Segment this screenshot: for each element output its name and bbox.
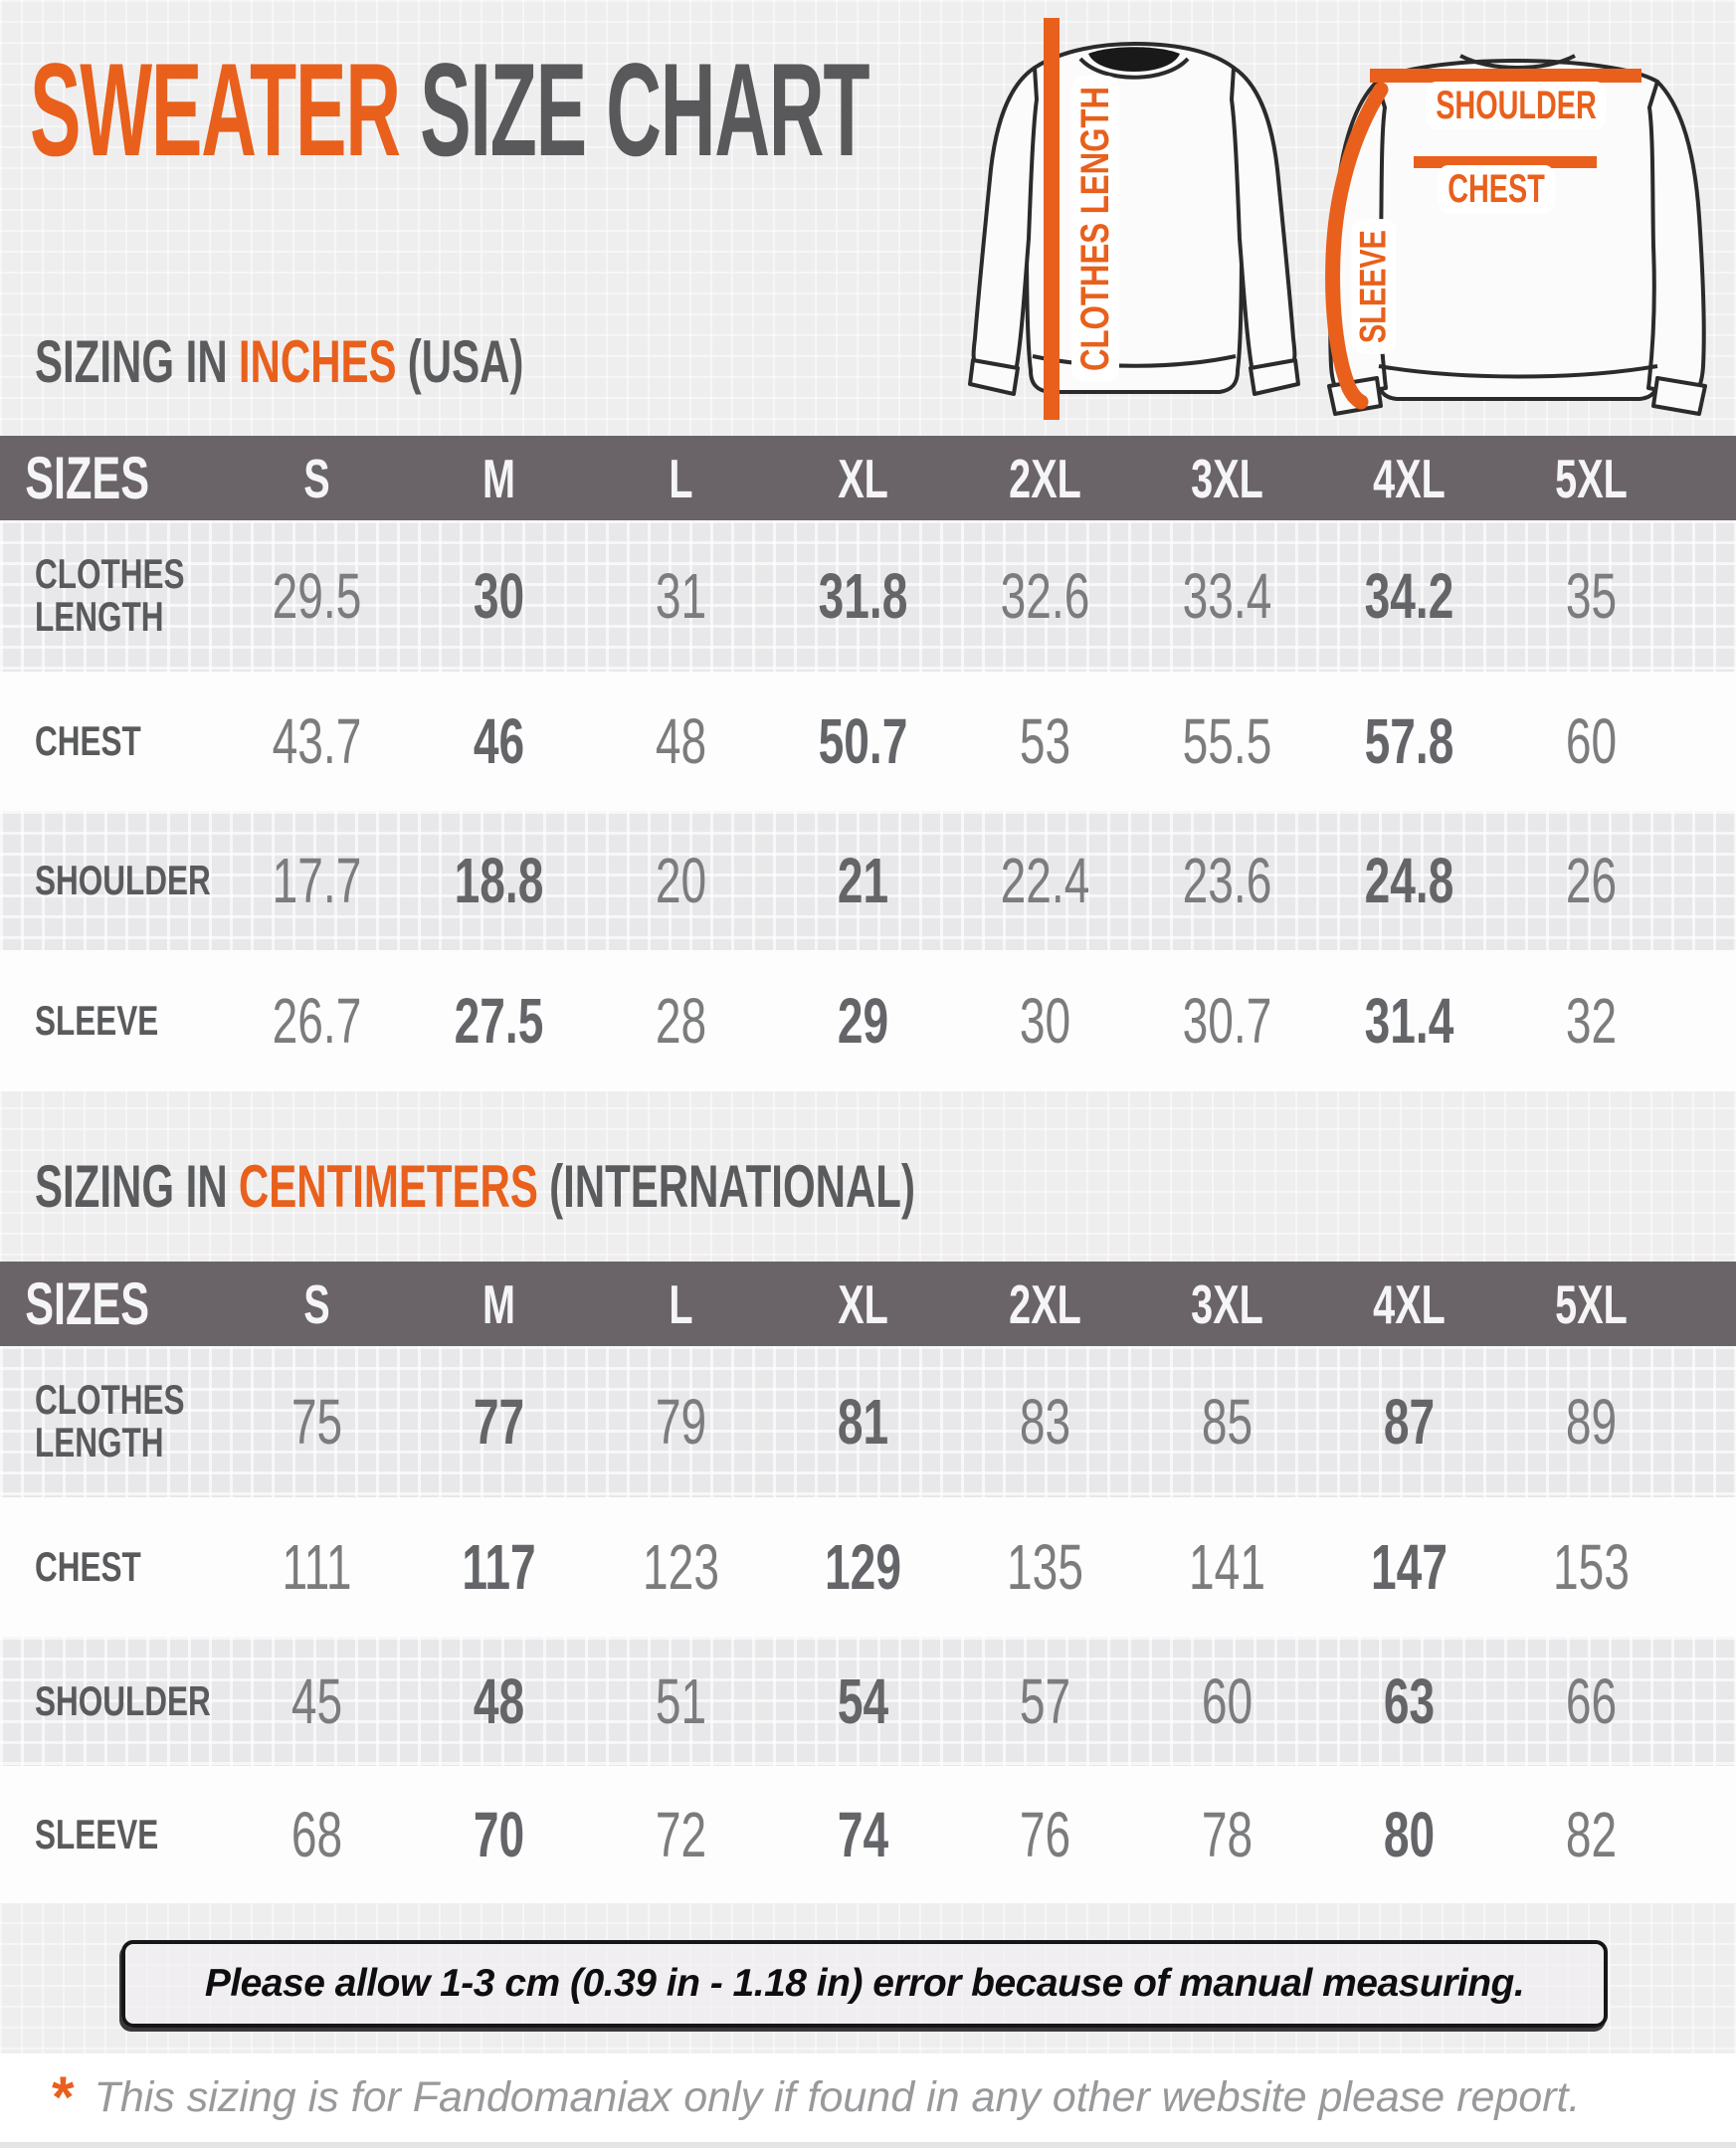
value-cell: 68 (290, 1799, 343, 1870)
value-cell: 46 (473, 705, 525, 777)
table-row-shoulder (0, 1637, 1736, 1766)
value-cell: 32 (1565, 985, 1618, 1057)
header-cell: M (482, 1272, 515, 1335)
value-cell: 51 (655, 1665, 707, 1737)
header-cell: XL (838, 1272, 888, 1335)
value-cell: 57.8 (1364, 705, 1454, 777)
footer-disclaimer (0, 2053, 1736, 2142)
table-row-shoulder (0, 811, 1736, 950)
measurement-diagrams (945, 0, 1736, 434)
value-cell: 79 (655, 1386, 707, 1458)
value-cell: 54 (837, 1665, 889, 1737)
value-cell: 147 (1371, 1531, 1447, 1603)
header-cell: 5XL (1555, 447, 1628, 509)
value-cell: 28 (655, 985, 707, 1057)
value-cell: 76 (1019, 1799, 1071, 1870)
front-left-cuff (970, 360, 1018, 394)
value-cell: 21 (837, 845, 889, 916)
header-cell-sizes: SIZES (25, 1270, 150, 1337)
table-row-chest (0, 672, 1736, 811)
value-cell: 141 (1189, 1531, 1265, 1603)
front-right-cuff (1251, 360, 1298, 394)
value-cell: 48 (655, 705, 707, 777)
chest-label: CHEST (1496, 189, 1659, 237)
header-cell: 3XL (1191, 447, 1263, 509)
sizing-table-inches (0, 436, 1736, 1091)
value-cell: 87 (1383, 1386, 1436, 1458)
header-cell: 4XL (1373, 1272, 1446, 1335)
clothes-length-label: CLOTHES LENGTH (1095, 229, 1488, 277)
value-cell: 48 (473, 1665, 525, 1737)
row-label: CHEST (35, 1542, 141, 1590)
page-title-highlight: SWEATER (30, 37, 400, 184)
bottom-edge-strip (0, 2142, 1736, 2148)
value-cell: 117 (462, 1531, 536, 1603)
value-cell: 17.7 (272, 845, 362, 916)
footer-text: This sizing is for Fandomaniax only if found in any other website please report. (94, 2073, 1581, 2121)
value-cell: 34.2 (1364, 560, 1454, 632)
value-cell: 81 (837, 1386, 889, 1458)
value-cell: 53 (1019, 705, 1071, 777)
value-cell: 30.7 (1182, 985, 1272, 1057)
value-cell: 29 (837, 985, 889, 1057)
page-title-rest: SIZE CHART (420, 37, 869, 184)
value-cell: 129 (825, 1531, 901, 1603)
sweater-front-illustration (963, 40, 1305, 400)
back-right-cuff (1653, 378, 1705, 414)
header-cell: 3XL (1191, 1272, 1263, 1335)
table-row-chest (0, 1497, 1736, 1637)
value-cell: 89 (1565, 1386, 1618, 1458)
value-cell: 135 (1007, 1531, 1083, 1603)
value-cell: 27.5 (454, 985, 544, 1057)
value-cell: 26.7 (272, 985, 362, 1057)
value-cell: 31.4 (1364, 985, 1454, 1057)
header-cell: 5XL (1555, 1272, 1628, 1335)
sleeve-label: SLEEVE (1374, 287, 1547, 331)
value-cell: 153 (1553, 1531, 1630, 1603)
table-row-sleeve (0, 1766, 1736, 1903)
table-row-clothes-length (0, 1346, 1736, 1497)
header-cell: L (669, 447, 693, 509)
value-cell: 43.7 (272, 705, 362, 777)
row-label: CHEST (35, 716, 141, 764)
page-title (30, 37, 869, 184)
header-cell: S (303, 447, 330, 509)
value-cell: 111 (282, 1531, 352, 1603)
row-label: SHOULDER (35, 856, 211, 903)
note-text: Please allow 1-3 cm (0.39 in - 1.18 in) error because of manual measuring. (204, 1962, 1525, 2005)
shoulder-measure-bar (1370, 69, 1641, 83)
value-cell: 24.8 (1364, 845, 1454, 916)
value-cell: 82 (1565, 1799, 1618, 1870)
value-cell: 55.5 (1182, 705, 1272, 777)
value-cell: 70 (473, 1799, 525, 1870)
value-cell: 75 (290, 1386, 343, 1458)
measuring-error-note (121, 1940, 1608, 2028)
value-cell: 31.8 (818, 560, 908, 632)
value-cell: 60 (1201, 1665, 1254, 1737)
header-cell: L (669, 1272, 693, 1335)
table-row-clothes-length (0, 520, 1736, 672)
table-row-sleeve (0, 950, 1736, 1091)
value-cell: 63 (1383, 1665, 1436, 1737)
value-cell: 66 (1565, 1665, 1618, 1737)
value-cell: 32.6 (1000, 560, 1090, 632)
row-label: SLEEVE (35, 996, 159, 1044)
value-cell: 77 (473, 1386, 525, 1458)
header-cell: 2XL (1009, 447, 1081, 509)
row-label: SLEEVE (35, 1810, 159, 1857)
heading-sizing-centimeters: SIZING IN CENTIMETERS (INTERNATIONAL) (35, 1153, 915, 1220)
value-cell: 78 (1201, 1799, 1254, 1870)
shoulder-label: SHOULDER (1516, 105, 1736, 153)
value-cell: 85 (1201, 1386, 1254, 1458)
value-cell: 35 (1565, 560, 1618, 632)
value-cell: 57 (1019, 1665, 1071, 1737)
header-cell: XL (838, 447, 888, 509)
value-cell: 83 (1019, 1386, 1071, 1458)
row-label: SHOULDER (35, 1676, 211, 1724)
value-cell: 30 (473, 560, 525, 632)
clothes-length-measure-bar (1044, 18, 1060, 420)
table-header-row (0, 1262, 1736, 1346)
value-cell: 22.4 (1000, 845, 1090, 916)
header-cell-sizes: SIZES (25, 445, 150, 511)
value-cell: 31 (655, 560, 707, 632)
value-cell: 50.7 (818, 705, 908, 777)
value-cell: 20 (655, 845, 707, 916)
value-cell: 33.4 (1182, 560, 1272, 632)
value-cell: 123 (643, 1531, 719, 1603)
row-label: CLOTHES LENGTH (35, 550, 185, 640)
heading-sizing-inches: SIZING IN INCHES (USA) (35, 328, 524, 395)
table-header-row (0, 436, 1736, 520)
header-cell: 2XL (1009, 1272, 1081, 1335)
header-cell: S (303, 1272, 330, 1335)
asterisk-mark: * (52, 2064, 75, 2130)
value-cell: 60 (1565, 705, 1618, 777)
sizing-table-centimeters (0, 1262, 1736, 1903)
value-cell: 23.6 (1182, 845, 1272, 916)
value-cell: 26 (1565, 845, 1618, 916)
value-cell: 74 (837, 1799, 889, 1870)
value-cell: 18.8 (454, 845, 544, 916)
value-cell: 72 (655, 1799, 707, 1870)
value-cell: 29.5 (272, 560, 362, 632)
header-cell: M (482, 447, 515, 509)
value-cell: 30 (1019, 985, 1071, 1057)
value-cell: 80 (1383, 1799, 1436, 1870)
row-label: CLOTHES LENGTH (35, 1376, 185, 1465)
value-cell: 45 (290, 1665, 343, 1737)
header-cell: 4XL (1373, 447, 1446, 509)
